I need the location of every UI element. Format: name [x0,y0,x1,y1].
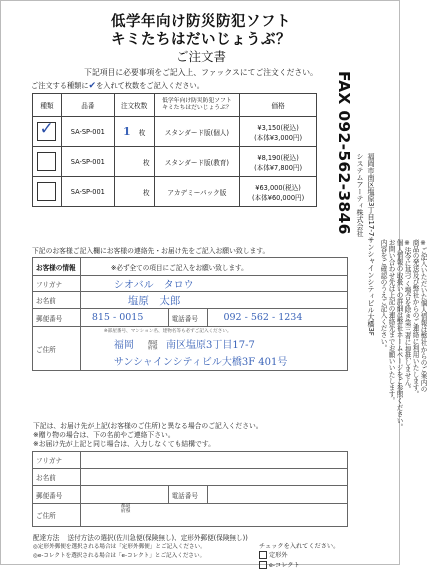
zip-value: 815 - 0015 [91,312,144,323]
privacy-line: 商品の発送及び弊社からのご連絡に利用いたします。 [411,239,419,398]
shipping-instructions [33,543,206,561]
edition-name: スタンダード版(個人) [154,117,240,147]
tel-field[interactable] [208,309,348,327]
delivery-tel-field[interactable] [208,486,348,504]
delivery-name-label: お名前 [33,469,81,486]
customer-intro: 下記のお客様ご記入欄にお客様の連絡先・お届け先をご記入お願い致します。 [32,247,270,255]
checkmark-icon: ✓ [39,119,54,139]
delivery-address-field[interactable] [80,504,347,527]
company-name: システムアーティ株式会社 [356,153,364,237]
order-checkbox[interactable] [37,152,56,171]
furigana-field[interactable] [80,276,347,292]
delivery-intro-line: ※贈り物の場合は、下の名前やご連絡下さい。 [33,431,175,439]
shipping-checkbox[interactable] [259,561,267,569]
product-code: SA-SP-001 [61,117,114,147]
col-edition [154,94,240,117]
shipping-option-label: e-コレクト [269,562,300,569]
customer-info-table [32,257,348,371]
address-label: ご住所 [33,327,81,371]
instruction-check-pre: ご注文する種類に [31,81,89,90]
address-value: 南区塩原3丁目17-7 [166,340,255,351]
price-cell [240,177,317,207]
furigana-label: フリガナ [33,276,81,292]
shipping-options [259,542,339,560]
price-base: (本体¥60,000円) [251,193,305,202]
edition-name: アカデミーパック版 [154,177,240,207]
price-base: (本体¥7,800円) [254,163,303,172]
delivery-info-table [32,451,348,527]
form-subtitle: ご注文書 [175,49,226,64]
address-building-value: サンシャインシティビル大橋3F 401号 [113,357,288,368]
quantity-value: 1 [122,125,131,138]
product-code: SA-SP-001 [61,177,114,207]
privacy-line: お問い合わせ先は上記の連絡先までお願いいたします。 [387,239,395,404]
customer-section-note: ※必ず全ての項目にご記入をお願い致します。 [80,258,347,276]
table-row [33,117,317,147]
zip-field[interactable] [80,309,168,327]
col-price: 価格 [240,94,317,117]
shipping-label: 配達方法 [33,534,60,542]
order-checkbox[interactable] [37,119,56,141]
checkmark-icon: ✔ [88,81,97,91]
tel-label: 電話番号 [168,309,208,327]
name-label: お名前 [33,292,81,309]
form-title-line1: 低学年向け防災防犯ソフト [111,14,291,30]
quantity-unit: 枚 [142,158,150,167]
privacy-line: ※法令に基づく場合を除き第三者に提供しません。 [403,239,411,393]
company-address: 福岡市南区塩原3丁目17-7サンシャインシティビル大橋3F [367,153,375,336]
delivery-intro-line: 下記は、お届け先が上記(お客様のご住所)と異なる場合のご記入ください。 [33,422,263,430]
price-base: (本体¥3,000円) [254,133,303,142]
shipping-line: ◎e-コレクトを選択される場合は「e-コレクト」とご記入ください。 [33,553,206,559]
col-type: 種類 [33,94,62,117]
col-code: 品番 [61,94,114,117]
furigana-value: シオバル タロウ [113,280,194,291]
form-title-line2: キミたちはだいじょうぶ？ [111,32,291,48]
name-value: 塩原 太郎 [127,294,181,307]
address-field[interactable] [80,327,347,371]
quantity-field[interactable] [114,147,154,177]
shipping-option-ecollect[interactable] [259,560,300,569]
shipping-option-teikeigai[interactable] [259,551,339,560]
order-table-header [33,94,317,117]
privacy-line: 個人情報の取扱いの詳細は弊社ホームページをご参照ください。 [395,239,403,431]
shipping-line: ◎定形外郵便を選択される場合は「定形外郵便」とご記入ください。 [33,544,206,550]
product-code: SA-SP-001 [61,147,114,177]
delivery-intro [33,422,263,449]
delivery-tel-label: 電話番号 [168,486,208,504]
address-pref-value: 福岡 [113,340,134,351]
zip-label: 郵便番号 [33,309,81,327]
order-table [32,93,317,207]
tel-value: 092 - 562 - 1234 [223,312,303,323]
privacy-line: 内容をご確認のうえご記入ください。 [379,239,387,352]
quantity-field[interactable] [114,117,154,147]
delivery-address-label: ご住所 [33,504,81,527]
delivery-intro-line: ※お届け先が上記と同じ場合は、入力しなくても結構です。 [33,440,215,448]
order-checkbox[interactable] [37,182,56,201]
delivery-name-field[interactable] [80,469,347,486]
address-pref-label: 都道府県 [147,341,158,351]
shipping-section [33,532,248,542]
delivery-zip-field[interactable] [80,486,168,504]
name-field[interactable] [80,292,347,309]
price-tax: ¥8,190(税込) [257,153,299,162]
shipping-checkbox[interactable] [259,551,267,559]
edition-name: スタンダード版(教育) [154,147,240,177]
price-cell [240,117,317,147]
shipping-check-title: チェックを入れてください。 [259,543,340,550]
privacy-line: ※ご記入いただいた個人情報は弊社からのご案内の [419,239,427,393]
delivery-furigana-field[interactable] [80,452,347,469]
delivery-pref-label: 都道府県 [120,504,131,514]
price-cell [240,147,317,177]
address-hint: ※部屋番号、マンション名、建物名等も必ずご記入ください。 [103,329,232,334]
instruction-check-post: を入れて枚数をご記入ください。 [96,81,204,90]
table-row [33,177,317,207]
instruction-check-text [31,81,204,91]
privacy-note [379,239,427,559]
shipping-option-label: 定形外 [269,552,288,559]
quantity-unit: 枚 [142,188,150,197]
delivery-furigana-label: フリガナ [33,452,81,469]
price-tax: ¥63,000(税込) [255,183,301,192]
fax-number: FAX 092-562-3846 [335,71,353,235]
delivery-zip-label: 郵便番号 [33,486,81,504]
quantity-unit: 枚 [138,129,146,137]
shipping-title: 送付方法の選択(佐川急便(保険無し)、定形外郵便(保険無し)) [67,534,248,542]
table-row [33,147,317,177]
price-tax: ¥3,150(税込) [257,123,299,132]
col-qty: 注文枚数 [114,94,154,117]
instruction-text: 下記項目に必要事項をご記入上、ファックスにてご注文ください。 [84,68,318,77]
col-edition-label: 低学年向け防災防犯ソフト キミたちはだいじょうぶ？ [162,98,232,111]
quantity-field[interactable] [114,177,154,207]
customer-section-title: お客様の情報 [33,258,81,276]
